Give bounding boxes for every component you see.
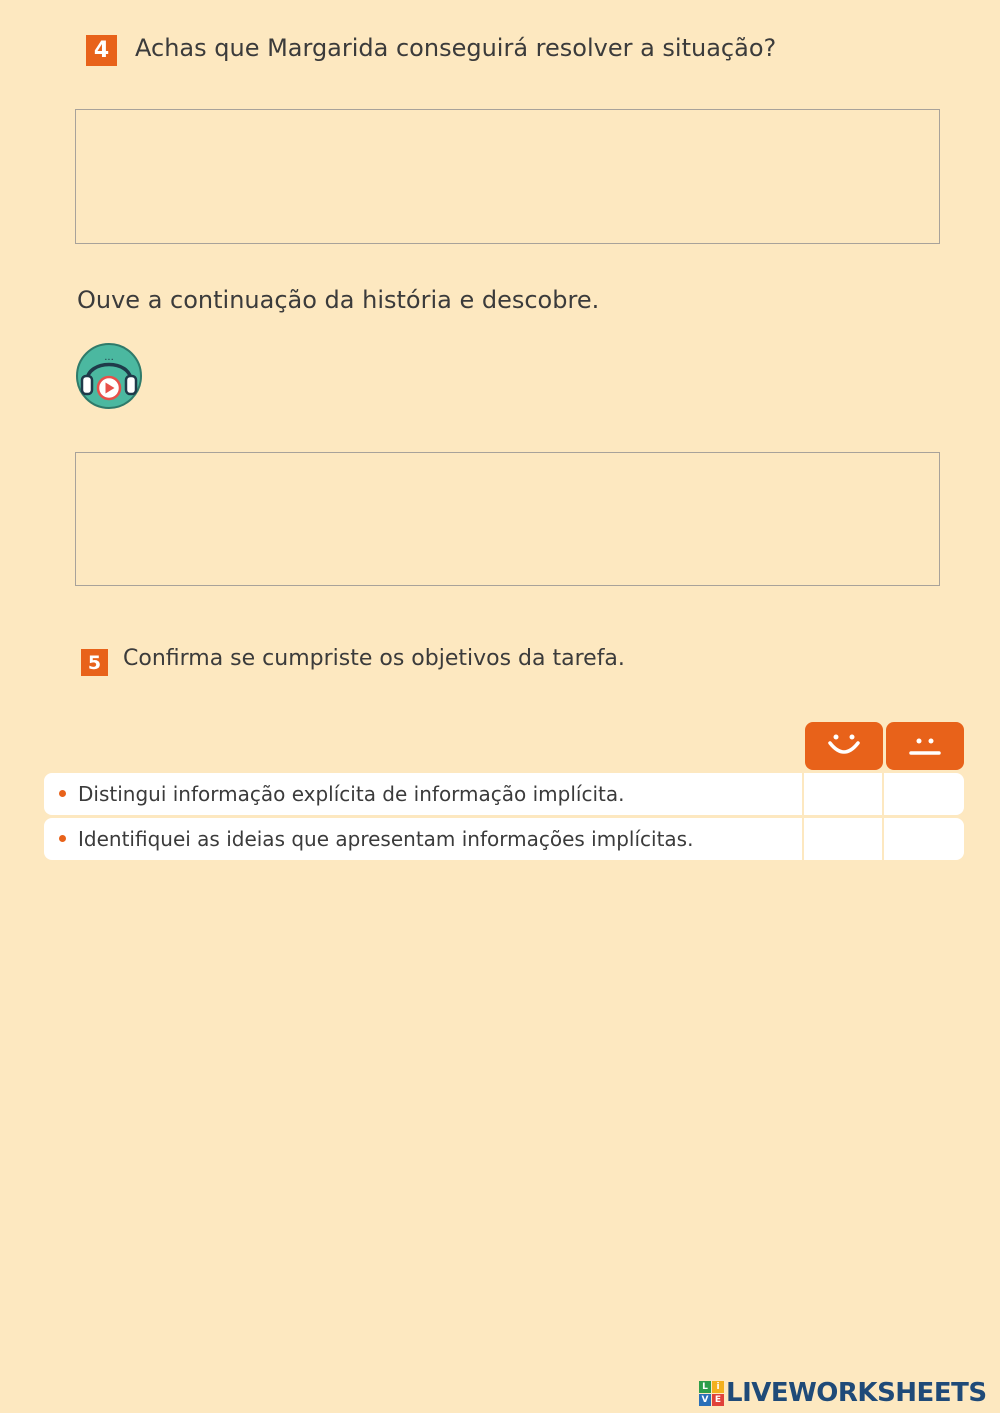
liveworksheets-wordmark: LIVEWORKSHEETS [726, 1378, 987, 1408]
objective-row [44, 773, 964, 815]
listen-instruction: Ouve a continuação da história e descobre. [77, 286, 600, 314]
answer-box-1[interactable] [75, 109, 940, 244]
neutral-checkbox-cell[interactable] [882, 773, 962, 815]
answer-box-2[interactable] [75, 452, 940, 586]
happy-checkbox-cell[interactable] [802, 773, 882, 815]
liveworksheets-logo [699, 1378, 987, 1408]
neutral-face-icon [905, 731, 945, 761]
question-4-text: Achas que Margarida conseguirá resolver a situação? [135, 34, 777, 62]
happy-face-icon [824, 731, 864, 761]
question-4-number: 4 [86, 35, 117, 66]
happy-face-column-header [805, 722, 883, 770]
bullet-dot [59, 790, 66, 797]
bullet-dot [59, 835, 66, 842]
question-5-text: Confirma se cumpriste os objetivos da tarefa. [123, 646, 625, 671]
objective-label: Identifiquei as ideias que apresentam informações implícitas. [78, 827, 694, 851]
happy-checkbox-cell[interactable] [802, 818, 882, 860]
liveworksheets-logo-mark: L i V E [699, 1381, 724, 1406]
audio-dots: ... [104, 352, 114, 363]
objective-label: Distingui informação explícita de informação implícita. [78, 782, 625, 806]
audio-play-button[interactable] [75, 341, 143, 411]
neutral-checkbox-cell[interactable] [882, 818, 962, 860]
question-5-number: 5 [81, 649, 108, 676]
objective-row [44, 818, 964, 860]
neutral-face-column-header [886, 722, 964, 770]
